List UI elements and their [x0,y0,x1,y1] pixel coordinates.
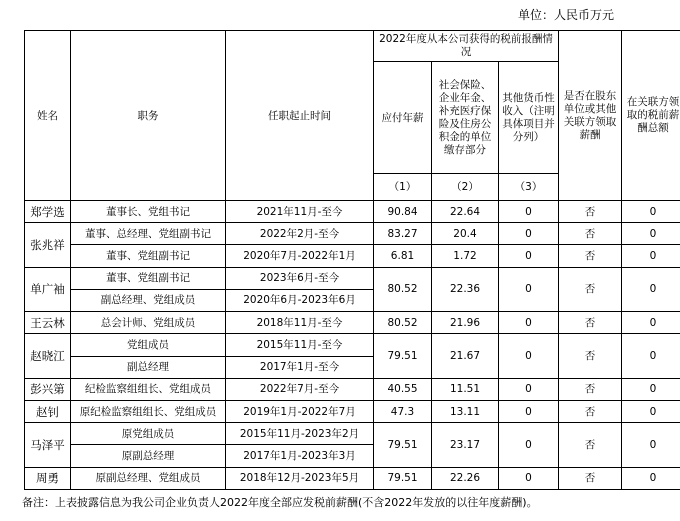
other-income-value: 0 [499,267,559,311]
person-name: 赵晓江 [25,334,71,378]
social-value: 21.67 [432,334,499,378]
related-total-value: 0 [622,334,680,378]
salary-value: 79.51 [374,467,432,489]
related-total-value: 0 [622,423,680,467]
other-income-value: 0 [499,223,559,245]
related-total-value: 0 [622,245,680,267]
table-row [25,400,680,422]
social-value: 13.11 [432,400,499,422]
position-title: 董事、党组副书记 [71,245,226,267]
header-name: 姓名 [25,31,71,201]
social-value: 11.51 [432,378,499,400]
other-income-value: 0 [499,400,559,422]
header-pay-group: 2022年度从本公司获得的税前报酬情况 [374,31,559,62]
header-col2: （2） [432,174,499,201]
term-dates: 2015年11月-至今 [226,334,374,356]
position-title: 原纪检监察组组长、党组成员 [71,400,226,422]
social-value: 22.64 [432,201,499,223]
position-title: 原副总经理、党组成员 [71,467,226,489]
shareholder-pay-value: 否 [559,267,622,311]
table-row [25,312,680,334]
related-total-value: 0 [622,467,680,489]
compensation-table [24,30,680,490]
table-row [25,201,680,223]
position-title: 党组成员 [71,334,226,356]
other-income-value: 0 [499,334,559,378]
salary-value: 6.81 [374,245,432,267]
shareholder-pay-value: 否 [559,245,622,267]
term-dates: 2020年6月-2023年6月 [226,289,374,311]
related-total-value: 0 [622,267,680,311]
position-title: 董事长、党组书记 [71,201,226,223]
position-title: 纪检监察组组长、党组成员 [71,378,226,400]
related-total-value: 0 [622,223,680,245]
related-total-value: 0 [622,201,680,223]
position-title: 副总经理、党组成员 [71,289,226,311]
term-dates: 2020年7月-2022年1月 [226,245,374,267]
term-dates: 2017年1月-2023年3月 [226,445,374,467]
salary-value: 90.84 [374,201,432,223]
social-value: 23.17 [432,423,499,467]
header-col1: （1） [374,174,432,201]
shareholder-pay-value: 否 [559,467,622,489]
other-income-value: 0 [499,201,559,223]
table-row [25,267,680,289]
other-income-value: 0 [499,467,559,489]
person-name: 郑学选 [25,201,71,223]
header-related-total: 在关联方领取的税前薪酬总额 [622,31,680,201]
salary-value: 79.51 [374,334,432,378]
position-title: 原党组成员 [71,423,226,445]
social-value: 1.72 [432,245,499,267]
person-name: 张兆祥 [25,223,71,267]
shareholder-pay-value: 否 [559,201,622,223]
shareholder-pay-value: 否 [559,223,622,245]
other-income-value: 0 [499,423,559,467]
term-dates: 2018年11月-至今 [226,312,374,334]
social-value: 21.96 [432,312,499,334]
shareholder-pay-value: 否 [559,334,622,378]
shareholder-pay-value: 否 [559,400,622,422]
term-dates: 2017年1月-至今 [226,356,374,378]
salary-value: 80.52 [374,312,432,334]
position-title: 董事、党组副书记 [71,267,226,289]
related-total-value: 0 [622,378,680,400]
header-col3: （3） [499,174,559,201]
salary-value: 40.55 [374,378,432,400]
salary-value: 83.27 [374,223,432,245]
header-other: 其他货币性收入（注明具体项目并分列） [499,62,559,174]
related-total-value: 0 [622,400,680,422]
person-name: 周勇 [25,467,71,489]
other-income-value: 0 [499,245,559,267]
person-name: 单广袖 [25,267,71,311]
term-dates: 2018年12月-2023年5月 [226,467,374,489]
position-title: 董事、总经理、党组副书记 [71,223,226,245]
social-value: 20.4 [432,223,499,245]
table-row [25,334,680,356]
salary-value: 80.52 [374,267,432,311]
shareholder-pay-value: 否 [559,378,622,400]
person-name: 王云林 [25,312,71,334]
header-salary: 应付年薪 [374,62,432,174]
term-dates: 2015年11月-2023年2月 [226,423,374,445]
term-dates: 2019年1月-2022年7月 [226,400,374,422]
person-name: 马泽平 [25,423,71,467]
header-shareholder-pay: 是否在股东单位或其他关联方领取薪酬 [559,31,622,201]
table-row [25,245,680,267]
term-dates: 2023年6月-至今 [226,267,374,289]
related-total-value: 0 [622,312,680,334]
person-name: 赵钊 [25,400,71,422]
other-income-value: 0 [499,378,559,400]
social-value: 22.36 [432,267,499,311]
social-value: 22.26 [432,467,499,489]
position-title: 总会计师、党组成员 [71,312,226,334]
position-title: 原副总经理 [71,445,226,467]
salary-value: 47.3 [374,400,432,422]
position-title: 副总经理 [71,356,226,378]
shareholder-pay-value: 否 [559,423,622,467]
table-row [25,467,680,489]
table-row [25,223,680,245]
term-dates: 2022年2月-至今 [226,223,374,245]
header-term: 任职起止时间 [226,31,374,201]
person-name: 彭兴第 [25,378,71,400]
term-dates: 2022年7月-至今 [226,378,374,400]
header-social: 社会保险、企业年金、补充医疗保险及住房公积金的单位缴存部分 [432,62,499,174]
salary-value: 79.51 [374,423,432,467]
other-income-value: 0 [499,312,559,334]
unit-label: 单位：人民币万元 [517,8,614,22]
table-row [25,423,680,445]
term-dates: 2021年11月-至今 [226,201,374,223]
shareholder-pay-value: 否 [559,312,622,334]
footnote: 备注：上表披露信息为我公司企业负责人2022年度全部应发税前薪酬(不含2022年发放的以往年度薪酬)。 [22,496,538,509]
table-row [25,378,680,400]
header-position: 职务 [71,31,226,201]
